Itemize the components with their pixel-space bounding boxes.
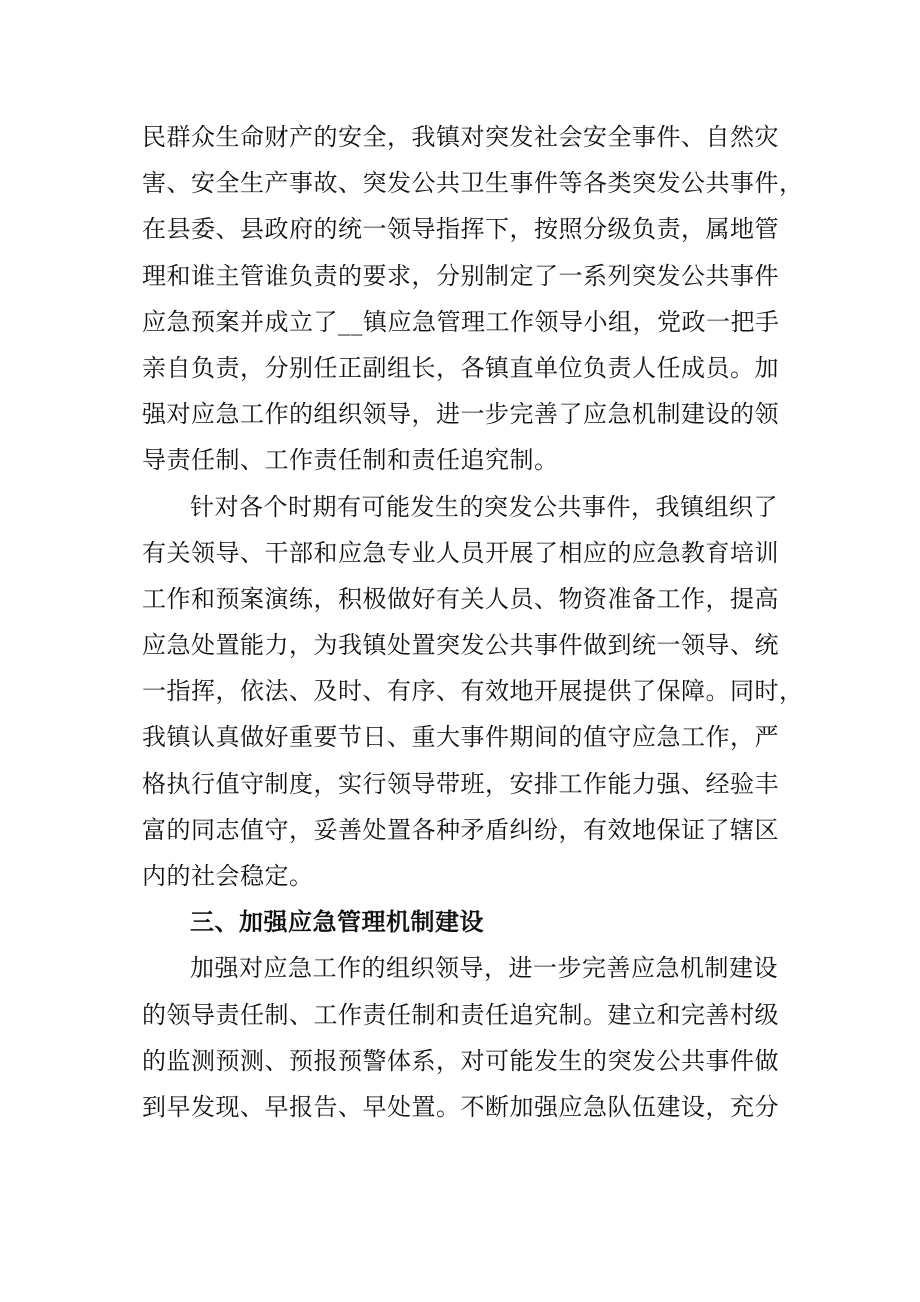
paragraph-2-line: 工作和预案演练，积极做好有关人员、物资准备工作，提高 (142, 584, 779, 613)
paragraph-1-line: 害、安全生产事故、突发公共卫生事件等各类突发公共事件， (142, 169, 804, 198)
paragraph-3-line: 到早发现、早报告、早处置。不断加强应急队伍建设，充分 (142, 1092, 779, 1121)
paragraph-2-line: 格执行值守制度，实行领导带班，安排工作能力强、经验丰 (142, 769, 779, 798)
paragraph-2-line: 有关领导、干部和应急专业人员开展了相应的应急教育培训 (142, 538, 779, 567)
paragraph-2-line: 我镇认真做好重要节日、重大事件期间的值守应急工作，严 (142, 723, 779, 752)
paragraph-1-line: 在县委、县政府的统一领导指挥下，按照分级负责，属地管 (142, 215, 779, 244)
paragraph-1-line: 亲自负责，分别任正副组长，各镇直单位负责人任成员。加 (142, 353, 779, 382)
paragraph-3-line: 加强对应急工作的组织领导，进一步完善应急机制建设 (190, 954, 778, 983)
paragraph-2-line: 富的同志值守，妥善处置各种矛盾纠纷，有效地保证了辖区 (142, 815, 779, 844)
paragraph-2-line: 应急处置能力，为我镇处置突发公共事件做到统一领导、统 (142, 631, 779, 660)
paragraph-1-line: 民群众生命财产的安全，我镇对突发社会安全事件、自然灾 (142, 123, 779, 151)
paragraph-1-line: 理和谁主管谁负责的要求，分别制定了一系列突发公共事件 (142, 261, 779, 290)
paragraph-1-line: 应急预案并成立了__镇应急管理工作领导小组，党政一把手 (142, 307, 780, 336)
paragraph-3-line: 的监测预测、预报预警体系，对可能发生的突发公共事件做 (142, 1046, 779, 1075)
paragraph-3-line: 的领导责任制、工作责任制和责任追究制。建立和完善村级 (142, 1000, 779, 1029)
document-body (142, 114, 804, 1130)
paragraph-1-line: 导责任制、工作责任制和责任追究制。 (142, 446, 559, 475)
paragraph-2-line: 一指挥，依法、及时、有序、有效地开展提供了保障。同时， (142, 677, 804, 706)
section-heading: 三、加强应急管理机制建设 (190, 908, 484, 937)
paragraph-1-line: 强对应急工作的组织领导，进一步完善了应急机制建设的领 (142, 400, 779, 429)
paragraph-2-line: 针对各个时期有可能发生的突发公共事件，我镇组织了 (190, 492, 778, 521)
paragraph-2-line: 内的社会稳定。 (142, 862, 314, 890)
